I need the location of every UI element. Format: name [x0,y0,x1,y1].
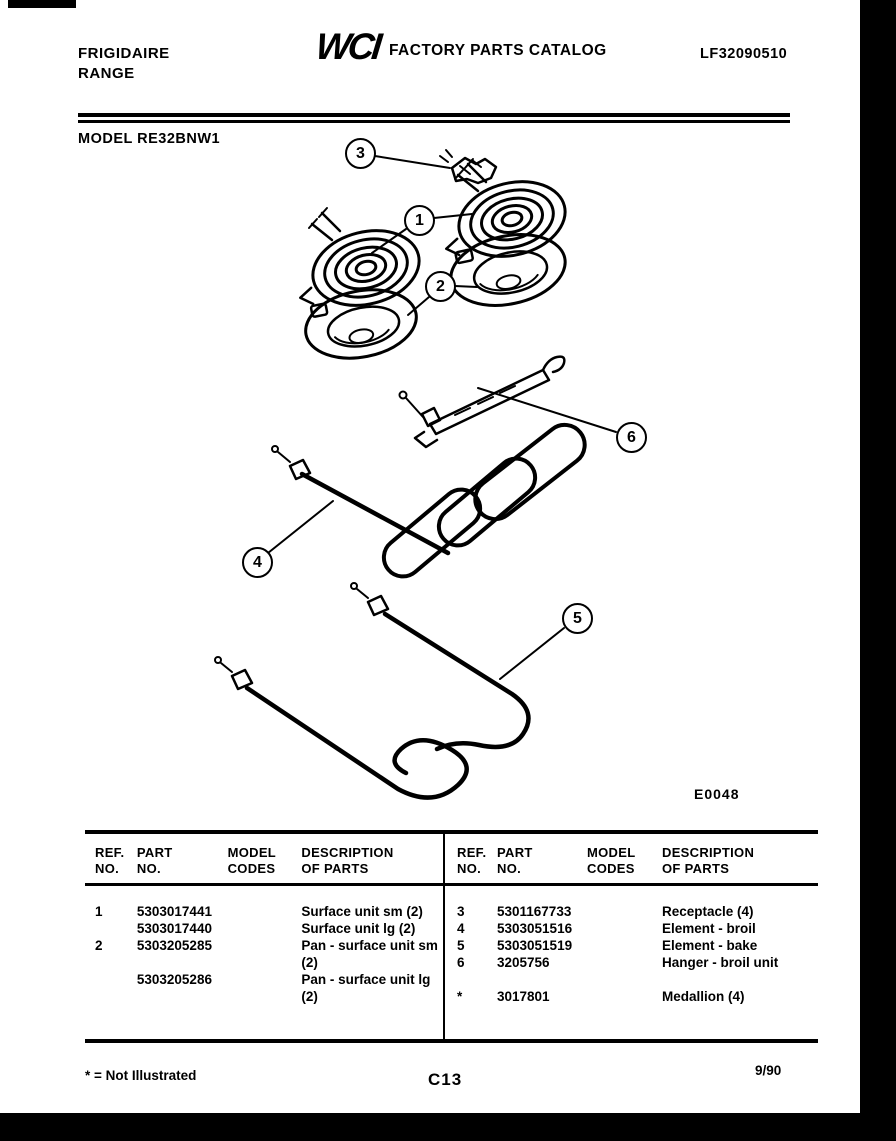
figure-code: E0048 [694,786,740,802]
col-header-desc: DESCRIPTION OF PARTS [301,845,394,876]
scan-artifact-right-bar [860,0,896,1141]
table-header-right [443,845,816,877]
brand-line-2: RANGE [78,65,135,82]
table-row: 5303017440 Surface unit lg (2) [136,921,416,936]
col-header-model: MODEL CODES [587,845,636,876]
table-header-left [85,845,443,877]
catalog-title: FACTORY PARTS CATALOG [388,42,607,59]
callout-3: 3 [345,138,376,169]
col-header-desc: DESCRIPTION OF PARTS [662,845,755,876]
col-header-ref: REF. NO. [457,845,487,876]
bake-element [215,583,528,798]
col-header-model: MODEL CODES [227,845,277,876]
not-illustrated-note: * = Not Illustrated [85,1068,197,1083]
table-body [85,886,818,1005]
broil-element [272,417,593,584]
table-body-left [85,903,443,1005]
header-title-row [313,26,607,67]
date-code: 9/90 [755,1063,782,1078]
model-label: MODEL RE32BNW1 [78,131,221,147]
surface-unit-coil-right [434,171,573,271]
table-row: 3 5301167733 Receptacle (4) [457,904,754,919]
table-row: 1 5303017441 Surface unit sm (2) [95,904,423,919]
coil-terminal-prongs-left [309,208,340,240]
coil-terminal-prongs-right [455,159,486,191]
col-header-part: PART NO. [136,845,173,876]
table-row: 4 5303051516 Element - broil [457,921,756,936]
drip-pan-left [300,281,423,367]
callout-leader-lines [268,156,616,679]
wci-logo: WCI [313,26,382,67]
table-center-divider [443,834,445,1039]
parts-table [85,830,818,1043]
table-row: 6 3205756 Hanger - broil unit [457,955,779,970]
callout-1: 1 [404,205,435,236]
table-row: 5303205286 Pan - surface unit lg (2) [136,972,431,1004]
callout-6: 6 [616,422,647,453]
surface-unit-coil-left [288,220,427,320]
scan-artifact-top-left [8,0,76,8]
scan-artifact-bottom-bar [0,1113,896,1141]
table-header-row [85,834,818,886]
document-number: LF32090510 [700,46,788,62]
table-row: 5 5303051519 Element - bake [457,938,758,953]
callout-2: 2 [425,271,456,302]
hanger-broil-unit [400,357,565,447]
brand-block [78,44,170,84]
brand-line-1: FRIGIDAIRE [78,45,170,62]
col-header-ref: REF. NO. [95,845,125,876]
page-code: C13 [428,1070,463,1089]
table-row: * 3017801 Medallion (4) [457,989,745,1004]
drip-pan-right [444,225,572,316]
table-row: 2 5303205285 Pan - surface unit sm (2) [95,938,438,970]
callout-4: 4 [242,547,273,578]
col-header-part: PART NO. [497,845,533,876]
header-double-rule [78,113,790,123]
table-body-right [443,903,816,1005]
callout-5: 5 [562,603,593,634]
receptacle-part [440,150,496,183]
